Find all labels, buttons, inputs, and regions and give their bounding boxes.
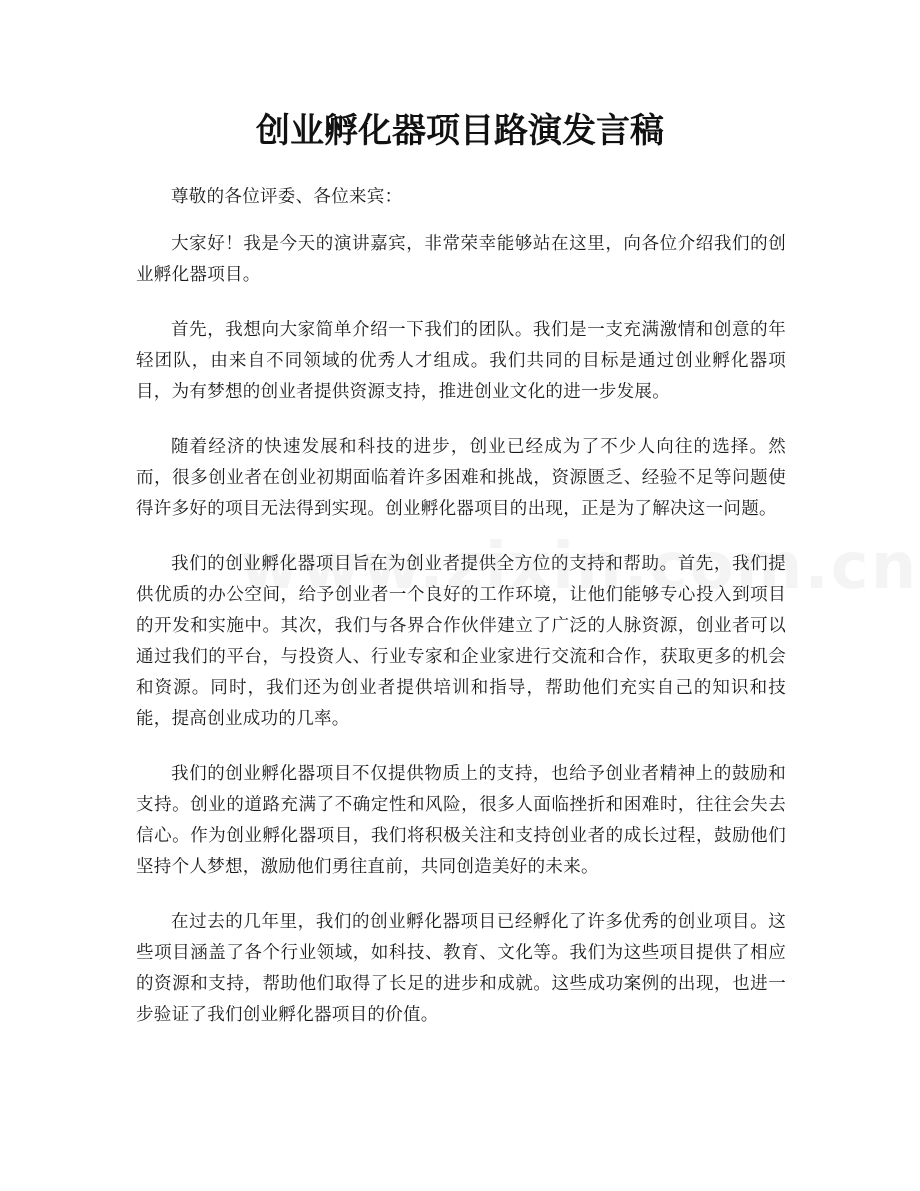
paragraph: 大家好！我是今天的演讲嘉宾，非常荣幸能够站在这里，向各位介绍我们的创业孵化器项目。	[136, 234, 786, 285]
paragraph: 我们的创业孵化器项目不仅提供物质上的支持，也给予创业者精神上的鼓励和支持。创业的道路充满了不确定性和风险，很多人面临挫折和困难时，往往会失去信心。作为创业孵化器项目，我们将积极关注和支持创业者的成长过程，鼓励他们坚持个人梦想，激励他们勇往直前，共同创造美好的未来。	[136, 764, 786, 877]
paragraph: 我们的创业孵化器项目旨在为创业者提供全方位的支持和帮助。首先，我们提供优质的办公空间，给予创业者一个良好的工作环境，让他们能够专心投入到项目的开发和实施中。其次，我们与各界合作伙伴建立了广泛的人脉资源，创业者可以通过我们的平台，与投资人、行业专家和企业家进行交流和合作，获取更多的机会和资源。同时，我们还为创业者提供培训和指导，帮助他们充实自己的知识和技能，提高创业成功的几率。	[136, 554, 786, 729]
paragraph: 随着经济的快速发展和科技的进步，创业已经成为了不少人向往的选择。然而，很多创业者在创业初期面临着许多困难和挑战，资源匮乏、经验不足等问题使得许多好的项目无法得到实现。创业孵化器项目的出现，正是为了解决这一问题。	[136, 437, 786, 519]
document-title: 创业孵化器项目路演发言稿	[256, 111, 664, 151]
greeting-paragraph: 尊敬的各位评委、各位来宾：	[171, 187, 403, 207]
document-body	[136, 182, 786, 1055]
paragraph: 在过去的几年里，我们的创业孵化器项目已经孵化了许多优秀的创业项目。这些项目涵盖了各个行业领域，如科技、教育、文化等。我们为这些项目提供了相应的资源和支持，帮助他们取得了长足的进步和成就。这些成功案例的出现，也进一步验证了我们创业孵化器项目的价值。	[136, 912, 786, 1025]
paragraph: 首先，我想向大家简单介绍一下我们的团队。我们是一支充满激情和创意的年轻团队，由来自不同领域的优秀人才组成。我们共同的目标是通过创业孵化器项目，为有梦想的创业者提供资源支持，推进创业文化的进一步发展。	[136, 320, 786, 402]
